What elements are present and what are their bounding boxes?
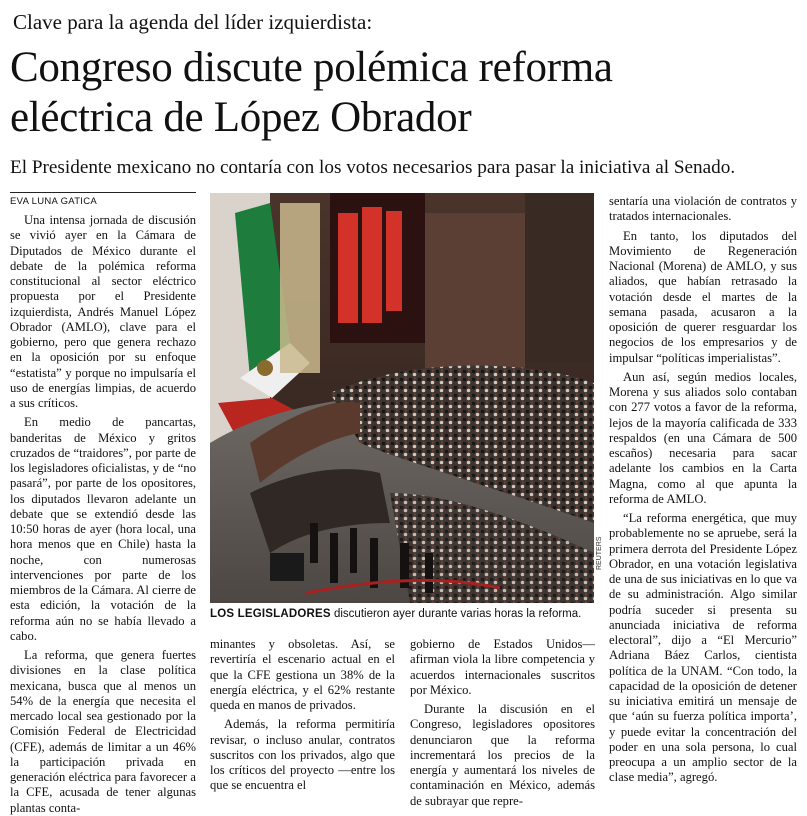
news-photo (210, 193, 594, 603)
byline: EVA LUNA GATICA (10, 196, 98, 207)
paragraph: En medio de pancartas, banderitas de México y gritos cruzados de “traidores”, por parte de los legisladores oficialistas, y de “no pasará”, por parte de los opositores, los diputados llevaron adelante un debate que se extendió desde las 10:50 horas de ayer (hora local, una hora menos que en Chile) hasta la noche, con numerosas intervenciones por parte de los miembros de la Cámara. Al cierre de esta edición, la votación de la reforma aún no se había llevado a cabo. (10, 415, 196, 643)
article-column-4 (609, 194, 797, 804)
caption-lead: LOS LEGISLADORES (210, 608, 331, 620)
caption-text: discutieron ayer durante varias horas la reforma. (330, 608, 582, 620)
photo-caption (210, 607, 600, 621)
deck-subtitle: El Presidente mexicano no contaría con los votos necesarios para pasar la iniciativa al Senado. (10, 157, 736, 178)
paragraph: Además, la reforma permitiría revisar, o incluso anular, contratos suscritos con los privados, algo que los críticos del proyecto —entre los que se encuentra el (210, 717, 395, 793)
headline-line-1: Congreso discute polémica reforma (10, 44, 613, 91)
headline (10, 43, 800, 143)
paragraph: “La reforma energética, que muy probablemente no se apruebe, será la primera derrota del Presidente López Obrador, en una votación legislativa de una de sus iniciativas en lo que va de su administración. Algo similar podría suceder si presenta su anunciada iniciativa de reforma electoral”, dijo a “El Mercurio” Adriana Báez Carlos, cientista política de la UNAM. “Con todo, la capacidad de la oposición de detener su iniciativa emitirá un mensaje de que ‘aún su fuerza política importa’, y puede evitar la concentración del poder en una sola persona, lo cual preocupa a un amplio sector de la clase media”, agregó. (609, 511, 797, 785)
photo-credit: REUTERS (596, 536, 603, 570)
paragraph: gobierno de Estados Unidos— afirman viola la libre competencia y acuerdos internacionales suscritos por México. (410, 637, 595, 697)
kicker: Clave para la agenda del líder izquierdista: (13, 10, 373, 34)
paragraph: minantes y obsoletas. Así, se revertiría el escenario actual en el que la CFE gestiona un 38% de la energía eléctrica, y el 62% restante queda en manos de privados. (210, 637, 395, 712)
chamber-photo-illustration (210, 193, 594, 603)
article-column-3 (410, 637, 595, 808)
article-column-2 (210, 637, 395, 803)
paragraph: En tanto, los diputados del Movimiento de Regeneración Nacional (Morena) de AMLO, y sus aliados, que habían retrasado la votación desde el martes de la semana pasada, acusaron a la oposición de querer resguardar los negocios de los empresarios y de impulsar “políticas imperialistas”. (609, 228, 797, 365)
paragraph: Aun así, según medios locales, Morena y sus aliados solo contaban con 277 votos a favor de la reforma, lejos de la mayoría calificada de 333 respaldos (en una Cámara de 500 escaños) necesaria para sacar adelante los cambios en la Carta Magna, como al que apunta la reforma de AMLO. (609, 369, 797, 506)
paragraph: La reforma, que genera fuertes divisiones en la clase política mexicana, busca que al menos un 54% de la energía que necesita el mercado local sea gestionado por la Comisión Federal de Electricidad (CFE), además de limitar a un 46% la participación privada en generación eléctrica para favorecer a la CFE, acusada de tener algunas plantas conta- (10, 648, 196, 815)
article-column-1 (10, 213, 196, 815)
paragraph: Durante la discusión en el Congreso, legisladores opositores denunciaron que la reforma incrementará los precios de la energía y aumentará los niveles de contaminación en México, además de subrayar que repre- (410, 702, 595, 808)
paragraph: sentaría una violación de contratos y tratados internacionales. (609, 194, 797, 224)
byline-divider (10, 192, 196, 193)
headline-line-2: eléctrica de López Obrador (10, 94, 472, 141)
paragraph: Una intensa jornada de discusión se vivió ayer en la Cámara de Diputados de México durante el debate de la polémica reforma constitucional al sector eléctrico propuesta por el Presidente izquierdista, Andrés Manuel López Obrador (AMLO), clave para el gobierno, pero que genera rechazo en la oposición por su enfoque “estatista” y porque no impulsaría el uso de energías limpias, de acuerdo a sus críticos. (10, 213, 196, 410)
